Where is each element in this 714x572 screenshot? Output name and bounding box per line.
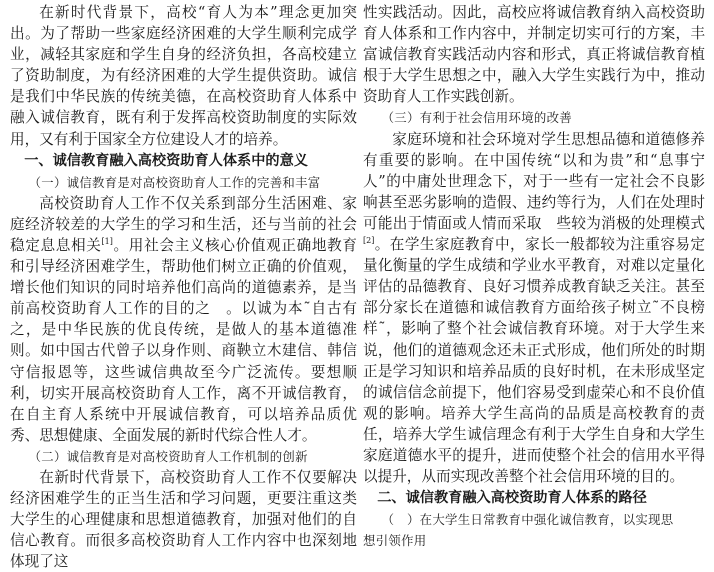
paragraph-text: 。在学生家庭教育中，家长一般都较为注重容易定量化衡量的学生成绩和学业水平教育，对难以定量化评估的品德教育、良好习惯养成教育缺乏关注。甚至部分家长在道德和诚信教育方面给孩子树立˜不良榜样˜，影响了整个社会诚信教育环境。对于大学生来说，他们的道德观念还未正式形成，他们所处的时期正是学习知识和培养品质的良好时机，在未形成坚定的诚信信念前提下，他们容易受到虚荣心和不良价值观的影响。培养大学生高尚的品质是高校教育的责任，培养大学生诚信理念有利于大学生自身和大学生家庭道德水平的提升，进而使整个社会的信用水平得以提升，从而实现改善整个社会信用环境的目的。 [363, 236, 705, 486]
subsection-heading-4-cont: 想引领作用 [363, 533, 427, 549]
subsection-heading-2: （二）诚信教育是对高校资助育人工作机制的创新 [28, 448, 308, 464]
left-column [10, 2, 357, 572]
paragraph-text: 高校资助育人工作不仅关系到部分生活困难、家庭经济较差的大学生的学习和生活，还与当前的社会稳定息息相关 [10, 194, 357, 254]
subsection-3-paragraph [363, 129, 705, 488]
subsection-heading-3: （三）有利于社会信用环境的改善 [381, 110, 572, 126]
citation-ref: [2] [363, 236, 375, 246]
subsection-heading-1: （一）诚信教育是对高校资助育人工作的完善和丰富 [28, 174, 321, 190]
subsection-2-paragraph: 在新时代背景下，高校资助育人工作不仅要解决经济困难学生的正当生活和学习问题，更要注重这类大学生的心理健康和思想道德教育，加强对他们的自信心教育。而很多高校资助育人工作内容中也深刻地体现了这 [10, 468, 357, 571]
subsection-1-paragraph [10, 193, 357, 446]
continued-paragraph: 性实践活动。因此，高校应将诚信教育纳入高校资助育人体系和工作内容中，并制定切实可行的方案，丰富诚信教育实践活动内容和形式，真正将诚信教育植根于大学生思想之中，融入大学生实践行为中，推动资助育人工作实践创新。 [363, 4, 705, 106]
intro-paragraph: 在新时代背景下，高校“育人为本”理念更加突出。为了帮助一些家庭经济困难的大学生顺利完成学业，减轻其家庭和学生自身的经济负担，各高校建立了资助制度，为有经济困难的大学生提供资助。诚信是我们中华民族的传统美德，在高校资助育人体系中融入诚信教育，既有利于发挥高校资助制度的实际效用，又有利于国家全方位建设人才的培养。 [10, 4, 357, 148]
subsection-heading-4: （ ）在大学生日常教育中强化诚信教育，以实现思 [381, 512, 674, 528]
paragraph-text: 。用社会主义核心价值观正确地教育和引导经济困难学生，帮助他们树立正确的价值观，增长他们知识的同时培养他们高尚的道德素养，是当前高校资助育人工作的目的之 。以诚为本˜自古有之，是中华民族的优良传统，是做人的基本道德准则。如中国古代曾子以身作则、商鞅立木建信、韩信守信报恩等，这些诚信典故至今广泛流传。要想顺利，切实开展高校资助育人工作，离不开诚信教育，在自主育人系统中开展诚信教育，可以培养品质优秀、思想健康、全面发展的新时代综合性人才。 [10, 236, 357, 444]
section-heading-1: 一、诚信教育融入高校资助育人体系中的意义 [24, 152, 308, 169]
right-column [363, 2, 705, 551]
citation-ref: [1] [101, 237, 113, 247]
paragraph-text: 家庭环境和社会环境对学生思想品德和道德修养有重要的影响。在中国传统“以和为贵”和“息事宁人”的中庸处世理念下，对于一些有一定社会不良影响甚至恶劣影响的造假、违约等行为，人们在处理时可能出于情面或人情而采取 些较为消极的处理模式 [363, 130, 705, 232]
section-heading-2: 二、诚信教育融入高校资助育人体系的路径 [377, 490, 647, 507]
